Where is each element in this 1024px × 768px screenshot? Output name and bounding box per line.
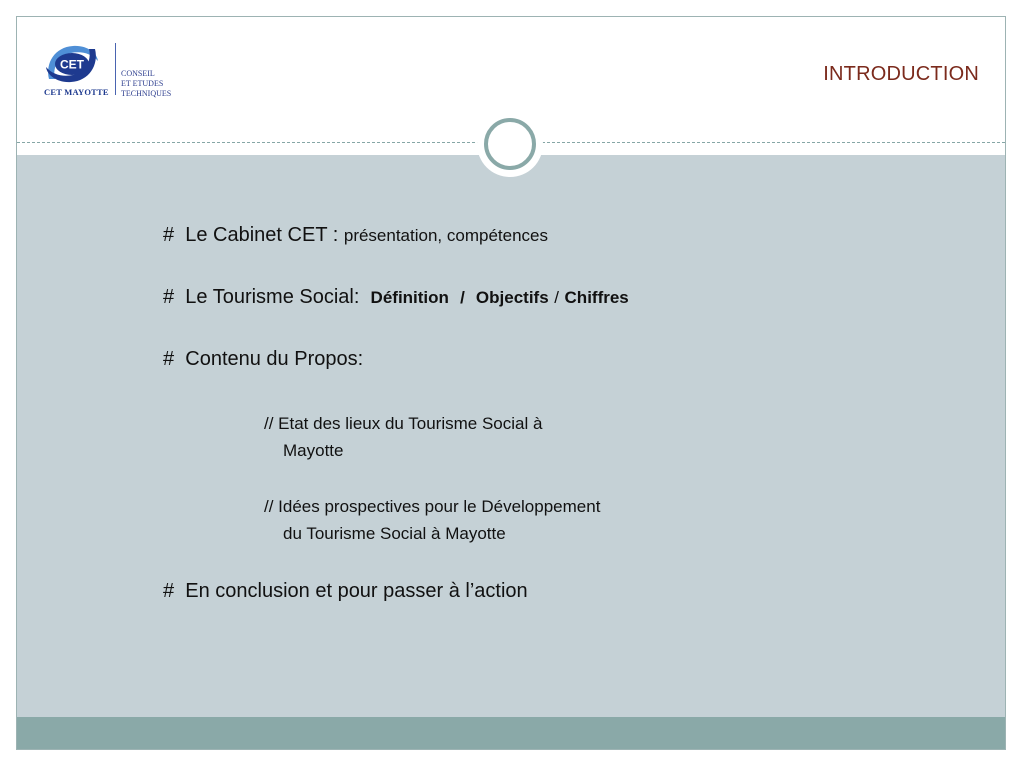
detail-separator: / [554, 288, 559, 307]
subitem-line: Mayotte [283, 441, 344, 460]
subitem-line: // Idées prospectives pour le Développement [264, 497, 601, 516]
agenda-item-label: Contenu du Propos: [185, 348, 364, 370]
agenda-item-label: En conclusion et pour passer à l’action [185, 580, 528, 602]
agenda-item [163, 224, 548, 247]
agenda-item [163, 348, 363, 371]
detail-chiffres: Chiffres [564, 288, 629, 307]
logo-tagline-line: CONSEIL [121, 69, 155, 78]
agenda-item-label: Le Tourisme Social: [185, 286, 360, 308]
bullet-marker: # [163, 286, 175, 308]
agenda-item-detail: présentation, compétences [343, 226, 548, 245]
subitem-line: du Tourisme Social à Mayotte [283, 524, 506, 543]
bullet-marker: # [163, 224, 175, 246]
agenda-item [163, 286, 629, 309]
slide-title: INTRODUCTION [823, 63, 979, 85]
agenda-subitem [264, 493, 600, 547]
logo-caption: CET MAYOTTE [44, 87, 109, 97]
subitem-line: // Etat des lieux du Tourisme Social à [264, 414, 543, 433]
detail-objectifs: Objectifs [475, 288, 549, 307]
bullet-marker: # [163, 348, 175, 370]
logo-mark-text: CET [60, 57, 84, 72]
agenda-subitem [264, 410, 542, 464]
agenda-item-label: Le Cabinet CET : [185, 224, 339, 246]
agenda-item [163, 580, 528, 603]
detail-definition: Définition [370, 288, 449, 307]
detail-separator: / [460, 288, 465, 307]
logo-tagline-line: ET ETUDES [121, 79, 164, 88]
logo-tagline-line: TECHNIQUES [121, 89, 172, 98]
bullet-marker: # [163, 580, 175, 602]
